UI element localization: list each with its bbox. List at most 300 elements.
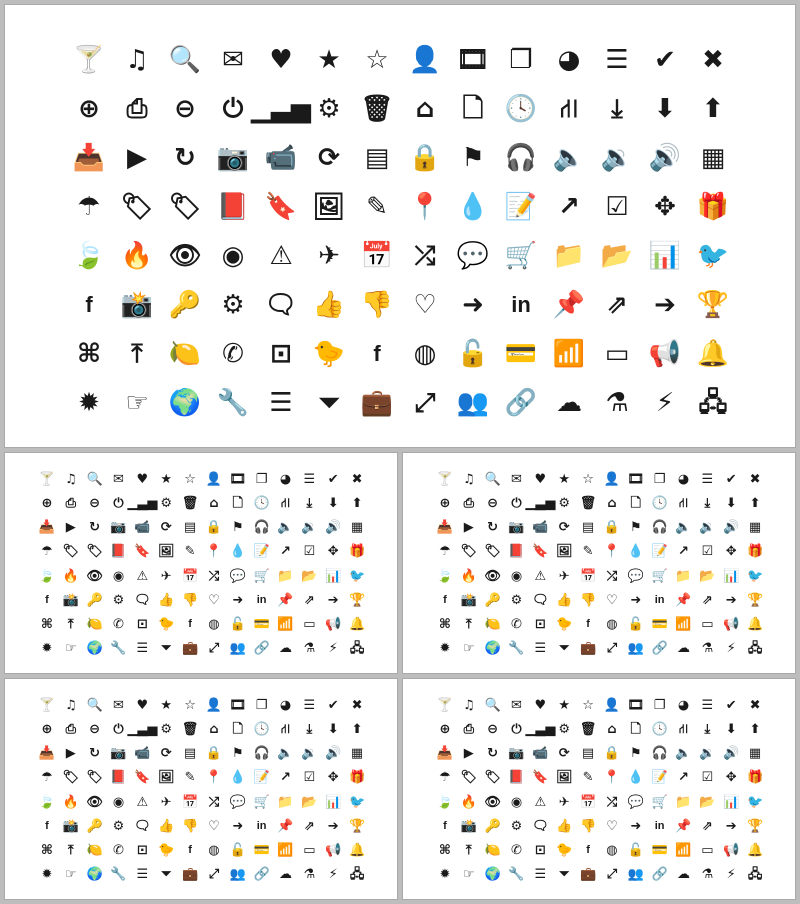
facebook-square-icon: f: [85, 291, 93, 317]
clock-icon: 🕓: [253, 495, 270, 511]
bookmark-icon: 🔖: [532, 770, 549, 786]
map-marker-icon: 📍: [205, 770, 223, 786]
download-icon: ⤓: [306, 495, 313, 511]
volume-off-icon: 🔈: [675, 520, 692, 536]
sign-out-icon: ➜: [630, 818, 642, 834]
sign-out-icon: ➜: [630, 592, 642, 608]
link-icon: 🔗: [651, 641, 668, 657]
trash-icon: 🗑: [360, 93, 394, 124]
heart-icon: ♥: [136, 471, 149, 487]
pencil-icon: ✎: [184, 544, 196, 560]
qrcode-icon: ▦: [350, 746, 364, 762]
icon-grid: [433, 693, 767, 887]
play-circle-icon: ▶: [65, 520, 76, 536]
zoom-out-icon: ⊖: [174, 93, 196, 124]
headphones-icon: 🎧: [651, 520, 668, 536]
briefcase-icon: 💼: [181, 867, 199, 883]
trash-icon: 🗑: [181, 495, 199, 511]
signal-icon: ▁▃▅: [525, 495, 556, 511]
print-icon: ⎙: [65, 721, 76, 737]
pie-chart-icon: ◕: [677, 697, 690, 713]
beaker-icon: ⚗: [303, 641, 316, 657]
hand-right-icon: ☞: [125, 387, 149, 418]
github-square-icon: ⌘: [438, 617, 451, 633]
random-icon: ⤮: [606, 568, 618, 584]
upload-circle-icon: ⬆: [351, 495, 363, 511]
download-circle-icon: ⬇: [654, 93, 676, 124]
repeat-icon: ⟳: [160, 520, 172, 536]
music-icon: ♫: [64, 697, 77, 713]
tags-icon: 🏷: [484, 544, 501, 560]
thumbnail-bottom-left[interactable]: [4, 678, 398, 900]
sign-in-icon: ➔: [725, 818, 737, 834]
thumbs-up-icon: 👍: [556, 592, 573, 608]
facebook-icon: f: [188, 618, 192, 631]
cog-icon: ⚙: [558, 721, 571, 737]
film-icon: 🎞: [229, 697, 247, 713]
thumbnail-bottom-right[interactable]: [402, 678, 796, 900]
warning-icon: ⚠: [534, 568, 547, 584]
phone-icon: ✆: [511, 843, 522, 859]
list-icon: ☰: [303, 471, 316, 487]
calendar-icon: 📅: [360, 240, 394, 271]
icon-grid: [65, 35, 737, 427]
film-icon: 🎞: [456, 44, 490, 75]
check-icon: ✔: [327, 697, 339, 713]
download-circle-icon: ⬇: [327, 495, 339, 511]
folder-open-icon: 📂: [600, 240, 634, 271]
camera-icon: 📷: [216, 142, 250, 173]
cog-icon: ⚙: [160, 721, 173, 737]
plane-icon: ✈: [160, 568, 172, 584]
file-icon: 🗋: [462, 93, 484, 124]
warning-icon: ⚠: [269, 240, 293, 271]
lock-icon: 🔒: [603, 746, 621, 762]
headphones-icon: 🎧: [253, 746, 270, 762]
volume-down-icon: 🔉: [600, 142, 634, 173]
tags-icon: 🏷: [168, 191, 202, 222]
random-icon: ⤮: [208, 568, 220, 584]
comment-icon: 💬: [456, 240, 490, 271]
upload-icon: ⤒: [465, 843, 472, 859]
book-icon: 📕: [110, 544, 127, 560]
facebook-square-icon: f: [443, 593, 447, 606]
print-icon: ⎙: [463, 721, 474, 737]
tint-icon: 💧: [627, 544, 644, 560]
lock-icon: 🔒: [205, 746, 223, 762]
cogs-icon: ⚙: [510, 592, 523, 608]
share-icon: ↗: [280, 544, 291, 560]
pushpin-icon: 📌: [277, 592, 294, 608]
play-circle-icon: ▶: [463, 746, 474, 762]
road-icon: ⛙: [559, 93, 579, 124]
umbrella-icon: ☂: [41, 770, 53, 786]
briefcase-icon: 💼: [181, 641, 199, 657]
briefcase-icon: 💼: [579, 641, 597, 657]
bookmark-empty-icon: ⊡: [270, 338, 292, 369]
tags-icon: 🏷: [484, 770, 501, 786]
tasks-icon: ☰: [534, 867, 547, 883]
lemon-icon: 🍋: [168, 338, 202, 369]
bullhorn-icon: 📢: [723, 843, 740, 859]
heart-empty-icon: ♡: [208, 592, 220, 608]
group-icon: 👥: [229, 641, 246, 657]
star-empty-icon: ☆: [582, 697, 594, 713]
eye-icon: 👁: [86, 568, 103, 584]
filter-icon: ⏷: [559, 641, 570, 657]
refresh-icon: ↻: [487, 520, 499, 536]
list-alt-icon: ▤: [581, 520, 595, 536]
check-square-icon: ☑: [605, 191, 629, 222]
comment-icon: 💬: [229, 568, 246, 584]
hdd-icon: ▭: [701, 843, 714, 859]
heart-icon: ♥: [136, 697, 149, 713]
home-icon: ⌂: [607, 721, 617, 737]
volume-off-icon: 🔈: [675, 746, 692, 762]
user-icon: 👤: [408, 44, 442, 75]
main-icon-panel: [4, 4, 796, 448]
calendar-icon: 📅: [579, 568, 597, 584]
certificate-icon: ✹: [41, 867, 53, 883]
download-circle-icon: ⬇: [725, 721, 737, 737]
twitter-square-icon: 🐦: [696, 240, 730, 271]
thumbnail-top-right[interactable]: [402, 452, 796, 674]
move-icon: ✥: [327, 770, 339, 786]
eye-slash-icon: ◉: [112, 794, 125, 810]
sign-in-icon: ➔: [327, 818, 339, 834]
trophy-icon: 🏆: [348, 818, 366, 834]
leaf-icon: 🍃: [436, 568, 454, 584]
volume-down-icon: 🔉: [699, 520, 716, 536]
camera-retro-icon: 📸: [62, 818, 79, 834]
lock-icon: 🔒: [603, 520, 621, 536]
volume-up-icon: 🔊: [325, 520, 342, 536]
bullhorn-icon: 📢: [723, 617, 740, 633]
link-icon: 🔗: [253, 867, 270, 883]
globe-icon: 🌍: [86, 641, 103, 657]
play-circle-icon: ▶: [65, 746, 76, 762]
thumbs-down-icon: 👎: [181, 818, 199, 834]
upload-icon: ⤒: [131, 338, 143, 369]
camera-icon: 📷: [110, 520, 127, 536]
volume-up-icon: 🔊: [325, 746, 342, 762]
zoom-in-icon: ⊕: [41, 495, 53, 511]
linkedin-square-icon: in: [256, 819, 267, 832]
leaf-icon: 🍃: [72, 240, 106, 271]
eye-icon: 👁: [484, 568, 501, 584]
repeat-icon: ⟳: [558, 746, 570, 762]
close-icon: ✖: [749, 697, 761, 713]
hdd-icon: ▭: [303, 617, 316, 633]
plane-icon: ✈: [558, 794, 570, 810]
user-icon: 👤: [205, 697, 223, 713]
list-icon: ☰: [605, 44, 629, 75]
fullscreen-icon: ⤢: [606, 867, 618, 883]
files-icon: ❐: [653, 697, 666, 713]
book-icon: 📕: [508, 544, 525, 560]
file-icon: 🗋: [630, 721, 641, 737]
download-circle-icon: ⬇: [725, 495, 737, 511]
cloud-icon: ☁: [676, 867, 690, 883]
inbox-icon: 📥: [72, 142, 106, 173]
cog-icon: ⚙: [160, 495, 173, 511]
signal-icon: ▁▃▅: [251, 93, 311, 124]
sitemap-icon: 🖧: [698, 387, 728, 418]
headphones-icon: 🎧: [253, 520, 270, 536]
zoom-out-icon: ⊖: [487, 495, 499, 511]
link-icon: 🔗: [651, 867, 668, 883]
leaf-icon: 🍃: [38, 794, 56, 810]
rss-icon: 📶: [675, 843, 692, 859]
bullhorn-icon: 📢: [325, 843, 342, 859]
random-icon: ⤮: [606, 794, 618, 810]
pencil-icon: ✎: [582, 770, 594, 786]
tasks-icon: ☰: [136, 867, 149, 883]
volume-off-icon: 🔈: [552, 142, 586, 173]
thumbs-down-icon: 👎: [579, 818, 597, 834]
bar-chart-icon: 📊: [648, 240, 682, 271]
picture-icon: 🖼: [157, 770, 175, 786]
repeat-icon: ⟳: [558, 520, 570, 536]
fire-icon: 🔥: [120, 240, 154, 271]
clock-icon: 🕓: [504, 93, 538, 124]
key-icon: 🔑: [168, 289, 202, 320]
star-empty-icon: ☆: [365, 44, 389, 75]
external-link-icon: ⇗: [701, 818, 713, 834]
thumbs-up-icon: 👍: [556, 818, 573, 834]
hand-right-icon: ☞: [462, 641, 475, 657]
flag-icon: ⚑: [629, 746, 642, 762]
home-icon: ⌂: [415, 93, 435, 124]
glass-icon: 🍸: [436, 697, 454, 713]
list-icon: ☰: [701, 471, 714, 487]
pie-chart-icon: ◕: [677, 471, 690, 487]
flag-icon: ⚑: [231, 520, 244, 536]
thumbnail-top-left[interactable]: [4, 452, 398, 674]
camera-icon: 📷: [508, 746, 525, 762]
thumbs-up-icon: 👍: [312, 289, 346, 320]
share-icon: ↗: [678, 544, 689, 560]
tag-icon: 🏷: [460, 544, 478, 560]
gift-icon: 🎁: [348, 770, 366, 786]
move-icon: ✥: [725, 770, 737, 786]
trophy-icon: 🏆: [746, 818, 764, 834]
check-square-icon: ☑: [303, 770, 316, 786]
linkedin-square-icon: in: [511, 291, 531, 317]
refresh-icon: ↻: [89, 746, 101, 762]
repeat-icon: ⟳: [318, 142, 340, 173]
fire-icon: 🔥: [460, 568, 477, 584]
download-icon: ⤓: [611, 93, 623, 124]
video-icon: 📹: [532, 746, 549, 762]
bar-chart-icon: 📊: [325, 794, 342, 810]
thumbs-up-icon: 👍: [158, 592, 175, 608]
unlock-icon: 🔓: [627, 617, 644, 633]
facebook-icon: f: [586, 844, 590, 857]
film-icon: 🎞: [627, 471, 645, 487]
cart-icon: 🛒: [651, 794, 668, 810]
fire-icon: 🔥: [460, 794, 477, 810]
trash-icon: 🗑: [181, 721, 199, 737]
bar-chart-icon: 📊: [723, 568, 740, 584]
bullhorn-icon: 📢: [648, 338, 682, 369]
folder-icon: 📁: [552, 240, 586, 271]
upload-icon: ⤒: [465, 617, 472, 633]
list-icon: ☰: [701, 697, 714, 713]
linkedin-square-icon: in: [256, 593, 267, 606]
credit-card-icon: 💳: [504, 338, 538, 369]
pushpin-icon: 📌: [277, 818, 294, 834]
zoom-out-icon: ⊖: [487, 721, 499, 737]
upload-circle-icon: ⬆: [749, 495, 761, 511]
random-icon: ⤮: [414, 240, 436, 271]
home-icon: ⌂: [607, 495, 617, 511]
bolt-icon: ⚡: [726, 641, 736, 657]
folder-icon: 📁: [675, 794, 692, 810]
print-icon: ⎙: [126, 93, 148, 124]
sign-out-icon: ➜: [232, 818, 244, 834]
folder-open-icon: 📂: [699, 568, 716, 584]
video-icon: 📹: [134, 520, 151, 536]
inbox-icon: 📥: [38, 520, 56, 536]
hand-right-icon: ☞: [462, 867, 475, 883]
fullscreen-icon: ⤢: [414, 387, 436, 418]
road-icon: ⛙: [678, 721, 689, 737]
sign-in-icon: ➔: [725, 592, 737, 608]
pencil-icon: ✎: [184, 770, 196, 786]
key-icon: 🔑: [86, 592, 103, 608]
file-icon: 🗋: [232, 721, 243, 737]
search-icon: 🔍: [168, 44, 202, 75]
folder-open-icon: 📂: [699, 794, 716, 810]
github-icon: ◍: [208, 843, 220, 859]
group-icon: 👥: [627, 867, 644, 883]
external-link-icon: ⇗: [606, 289, 628, 320]
thumbs-down-icon: 👎: [579, 592, 597, 608]
briefcase-icon: 💼: [579, 867, 597, 883]
bell-icon: 🔔: [746, 843, 764, 859]
files-icon: ❐: [509, 44, 533, 75]
unlock-icon: 🔓: [456, 338, 490, 369]
user-icon: 👤: [205, 471, 223, 487]
volume-off-icon: 🔈: [277, 746, 294, 762]
bookmark-empty-icon: ⊡: [136, 617, 148, 633]
user-icon: 👤: [603, 697, 621, 713]
trash-icon: 🗑: [579, 721, 597, 737]
bullhorn-icon: 📢: [325, 617, 342, 633]
pie-chart-icon: ◕: [557, 44, 581, 75]
github-square-icon: ⌘: [76, 338, 102, 369]
link-icon: 🔗: [504, 387, 538, 418]
cloud-icon: ☁: [278, 641, 292, 657]
lemon-icon: 🍋: [86, 617, 103, 633]
book-icon: 📕: [110, 770, 127, 786]
refresh-icon: ↻: [487, 746, 499, 762]
twitter-icon: 🐤: [556, 843, 573, 859]
picture-icon: 🖼: [555, 544, 573, 560]
inbox-icon: 📥: [436, 746, 454, 762]
bookmark-empty-icon: ⊡: [136, 843, 148, 859]
video-icon: 📹: [264, 142, 298, 173]
star-empty-icon: ☆: [582, 471, 594, 487]
warning-icon: ⚠: [136, 794, 149, 810]
phone-icon: ✆: [113, 843, 124, 859]
tag-icon: 🏷: [62, 544, 80, 560]
wrench-icon: 🔧: [508, 641, 525, 657]
cogs-icon: ⚙: [221, 289, 245, 320]
icon-grid: [433, 467, 767, 661]
inbox-icon: 📥: [436, 520, 454, 536]
music-icon: ♫: [462, 471, 475, 487]
road-icon: ⛙: [678, 495, 689, 511]
bookmark-empty-icon: ⊡: [534, 617, 546, 633]
clock-icon: 🕓: [651, 495, 668, 511]
zoom-in-icon: ⊕: [78, 93, 100, 124]
sitemap-icon: 🖧: [747, 641, 763, 657]
fullscreen-icon: ⤢: [606, 641, 618, 657]
cogs-icon: ⚙: [112, 592, 125, 608]
refresh-icon: ↻: [174, 142, 196, 173]
certificate-icon: ✹: [439, 867, 451, 883]
files-icon: ❐: [653, 471, 666, 487]
unlock-icon: 🔓: [627, 843, 644, 859]
twitter-square-icon: 🐦: [348, 794, 366, 810]
volume-down-icon: 🔉: [699, 746, 716, 762]
download-icon: ⤓: [704, 495, 711, 511]
thumbs-up-icon: 👍: [158, 818, 175, 834]
plane-icon: ✈: [558, 568, 570, 584]
comments-icon: 🗨: [532, 818, 549, 834]
tags-icon: 🏷: [86, 544, 103, 560]
link-icon: 🔗: [253, 641, 270, 657]
eye-slash-icon: ◉: [510, 794, 523, 810]
filter-icon: ⏷: [559, 867, 570, 883]
inbox-icon: 📥: [38, 746, 56, 762]
cloud-icon: ☁: [676, 641, 690, 657]
tasks-icon: ☰: [136, 641, 149, 657]
map-marker-icon: 📍: [603, 770, 621, 786]
twitter-square-icon: 🐦: [746, 794, 764, 810]
group-icon: 👥: [456, 387, 490, 418]
globe-icon: 🌍: [168, 387, 202, 418]
bolt-icon: ⚡: [655, 387, 675, 418]
picture-icon: 🖼: [312, 191, 346, 222]
star-empty-icon: ☆: [184, 697, 196, 713]
gift-icon: 🎁: [746, 770, 764, 786]
wrench-icon: 🔧: [216, 387, 250, 418]
zoom-in-icon: ⊕: [41, 721, 53, 737]
heart-icon: ♥: [269, 44, 293, 75]
calendar-icon: 📅: [181, 794, 199, 810]
umbrella-icon: ☂: [77, 191, 101, 222]
unlock-icon: 🔓: [229, 617, 246, 633]
certificate-icon: ✹: [439, 641, 451, 657]
folder-icon: 📁: [675, 568, 692, 584]
folder-open-icon: 📂: [301, 794, 318, 810]
envelope-icon: ✉: [222, 44, 244, 75]
fullscreen-icon: ⤢: [208, 867, 220, 883]
key-icon: 🔑: [484, 818, 501, 834]
external-link-icon: ⇗: [303, 592, 315, 608]
comments-icon: 🗨: [134, 592, 151, 608]
fire-icon: 🔥: [62, 794, 79, 810]
camera-icon: 📷: [110, 746, 127, 762]
bolt-icon: ⚡: [328, 641, 338, 657]
random-icon: ⤮: [208, 794, 220, 810]
lemon-icon: 🍋: [86, 843, 103, 859]
video-icon: 📹: [532, 520, 549, 536]
folder-icon: 📁: [277, 794, 294, 810]
